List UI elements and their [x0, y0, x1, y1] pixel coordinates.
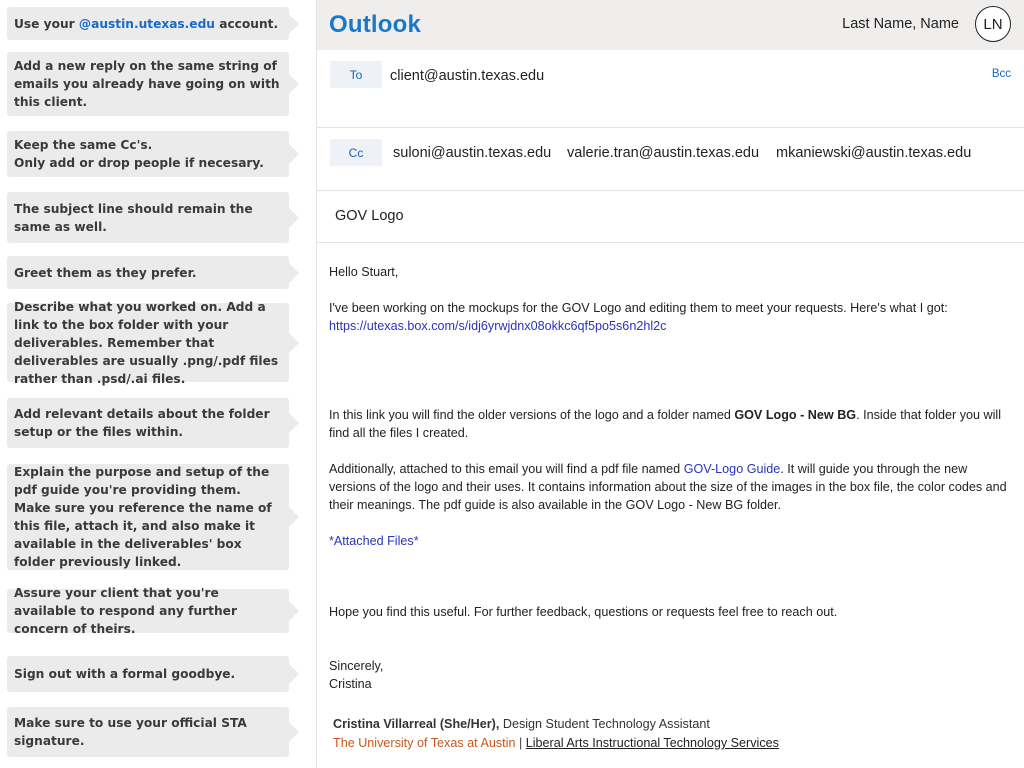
- tip-describe-work: [7, 299, 289, 386]
- app-header: [317, 0, 1024, 50]
- tip-text: Assure your client that you're available to respond any further concern of theirs.: [14, 586, 237, 636]
- tip-greeting: [7, 256, 289, 289]
- folder-text: . Inside that folder you will find all the files I created.: [329, 408, 1001, 440]
- signature-role: Design Student Technology Assistant: [499, 717, 710, 731]
- sta-signature: [333, 715, 779, 753]
- tip-signature: [7, 707, 289, 757]
- folder-paragraph: [329, 406, 1009, 442]
- tip-subject: [7, 192, 289, 243]
- attached-files-link[interactable]: [329, 532, 1009, 550]
- guide-text: Additionally, attached to this email you will find a pdf file named: [329, 462, 684, 476]
- guidance-column: [0, 0, 316, 768]
- signature-university: The University of Texas at Austin: [333, 736, 516, 750]
- email-compose-pane: [316, 0, 1024, 768]
- bcc-button[interactable]: Bcc: [991, 68, 1011, 80]
- cc-button[interactable]: Cc: [330, 139, 382, 166]
- tip-goodbye: [7, 656, 289, 692]
- tip-text: account.: [214, 16, 279, 31]
- app-title[interactable]: Outlook: [329, 11, 422, 38]
- tip-text: Use your: [14, 16, 79, 31]
- attached-files-text[interactable]: *Attached Files*: [329, 534, 419, 548]
- signature-department-link[interactable]: Liberal Arts Instructional Technology Services: [525, 736, 779, 750]
- signoff-text: Sincerely,: [329, 659, 384, 673]
- subject-row: [317, 190, 1024, 243]
- tip-text: Only add or drop people if necesary.: [14, 156, 264, 170]
- tip-text: Greet them as they prefer.: [14, 265, 197, 280]
- tip-text: Add a new reply on the same string of emails you already have going on with this client.: [14, 59, 280, 109]
- cc-row: [317, 127, 1024, 191]
- intro-text: I've been working on the mockups for the GOV Logo and editing them to meet your requests. Here's what I got:: [329, 301, 948, 315]
- tip-folder-details: [7, 398, 289, 448]
- box-folder-link[interactable]: https://utexas.box.com/s/idj6yrwjdnx08okkc6qf5po5s6n2hl2c: [329, 319, 667, 333]
- to-row: [317, 50, 1024, 128]
- cc-recipient[interactable]: valerie.tran@austin.texas.edu: [567, 145, 760, 161]
- guide-paragraph: [329, 460, 1009, 514]
- folder-name: GOV Logo - New BG: [734, 408, 857, 422]
- tip-availability: [7, 586, 289, 636]
- avatar[interactable]: LN: [975, 6, 1011, 42]
- to-button[interactable]: To: [330, 61, 382, 88]
- tip-reply-thread: [7, 52, 289, 116]
- greeting-text: Hello Stuart,: [329, 265, 399, 279]
- tip-text: Sign out with a formal goodbye.: [14, 667, 236, 681]
- intro-paragraph: [329, 299, 1009, 335]
- tip-text: The subject line should remain the same as well.: [14, 201, 253, 234]
- closing-paragraph: Hope you find this useful. For further feedback, questions or requests feel free to reach out.: [329, 605, 838, 619]
- guide-file-link[interactable]: GOV-Logo Guide: [683, 462, 781, 476]
- tip-text: Add relevant details about the folder setup or the files within.: [14, 407, 270, 439]
- to-recipient[interactable]: client@austin.texas.edu: [390, 68, 545, 84]
- sender-name: Cristina: [329, 677, 372, 691]
- signature-separator: |: [515, 736, 526, 750]
- guide-text: . It will guide you through the new versions of the logo and their uses. It contains information about the size of the images in the box file, the color codes and their meanings. The pdf guide is also available in the GOV Logo - New BG folder.: [329, 462, 1007, 512]
- signature-name: Cristina Villarreal (She/Her),: [333, 717, 500, 731]
- tip-account: [7, 7, 289, 40]
- tip-text: Describe what you worked on. Add a link to the box folder with your deliverables. Remember that deliverables are usually .png/.pdf files rather than .psd/.ai files.: [14, 299, 279, 386]
- cc-recipient[interactable]: mkaniewski@austin.texas.edu: [776, 145, 972, 161]
- cc-recipient[interactable]: suloni@austin.texas.edu: [393, 145, 552, 161]
- signoff: [329, 657, 1009, 693]
- subject-field[interactable]: GOV Logo: [335, 208, 404, 224]
- tip-text: Make sure to use your official STA signature.: [14, 716, 247, 748]
- tip-text: Explain the purpose and setup of the pdf guide you're providing them. Make sure you reference the name of this file, attach it, and also make it available in the deliverables' box folder previously linked.: [14, 465, 272, 569]
- user-name[interactable]: Last Name, Name: [842, 16, 959, 32]
- tip-text: Keep the same Cc's.: [14, 138, 153, 152]
- tip-cc: [7, 131, 289, 177]
- folder-text: In this link you will find the older versions of the logo and a folder named: [329, 408, 735, 422]
- tip-email-domain: @austin.utexas.edu: [78, 16, 215, 31]
- tip-pdf-guide: [7, 464, 289, 570]
